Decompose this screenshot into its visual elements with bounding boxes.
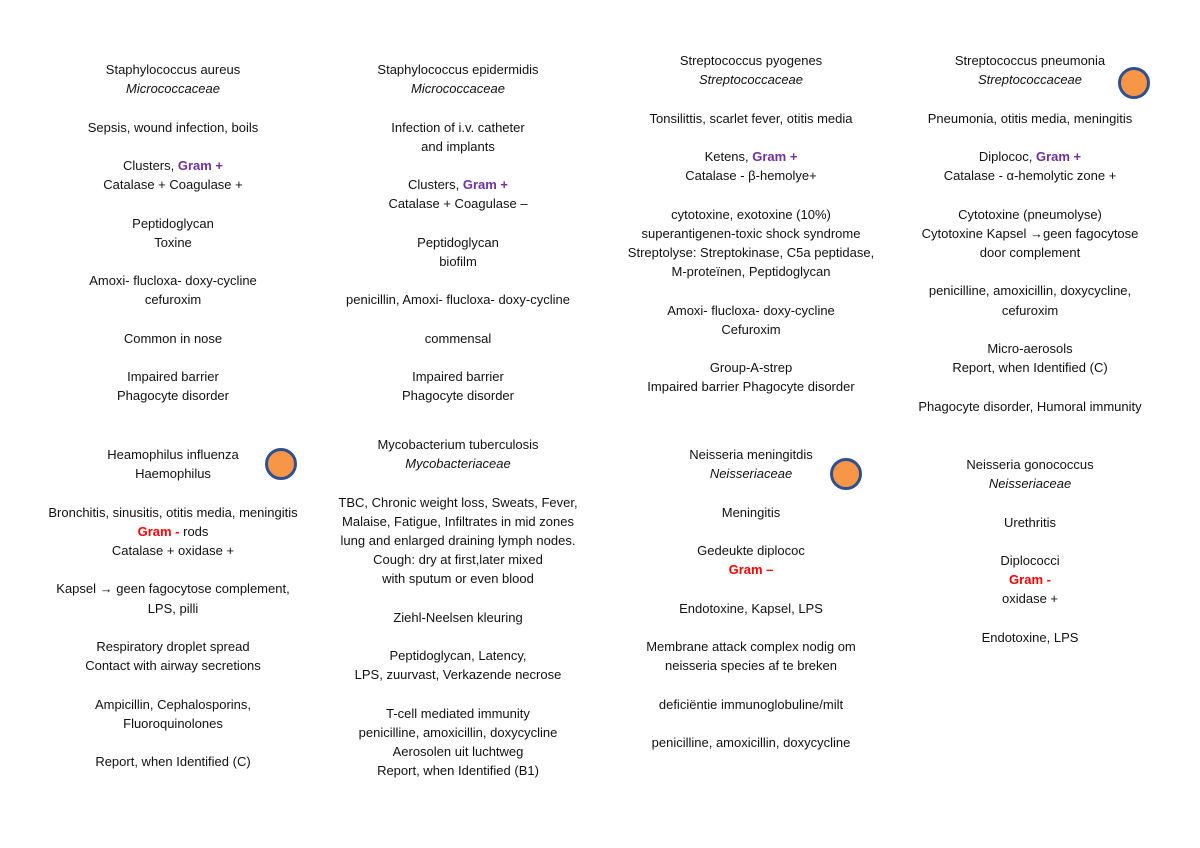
spacer [23,733,323,752]
card-title: Mycobacterium tuberculosis [377,437,539,452]
spacer [308,589,608,608]
family-name: Micrococcaceae [126,81,220,97]
card-text-line: Endotoxine, LPS [981,629,1079,645]
card-text-line: Urethritis [1003,514,1056,530]
card-text-line: biofilm [439,253,477,269]
card-strep-pneumonia [880,51,1180,416]
card-neisseria-meningitidis [601,445,901,752]
card-text-line: Bronchitis, sinusitis, otitis media, meningitis [48,504,298,520]
card-text-line: lung and enlarged draining lymph nodes. [340,533,576,548]
card-title: Staphylococcus epidermidis [377,62,539,77]
card-text-line: Catalase + Coagulase + [103,177,243,193]
orange-circle-marker-icon [1118,67,1150,99]
family-name: Neisseriaceae [988,476,1072,492]
card-text-line: commensal [424,330,492,346]
card-strep-pyogenes [601,51,901,397]
card-staph-aureus [23,60,323,406]
card-text-line: penicilline, amoxicillin, doxycycline [358,724,558,740]
card-text-line: Catalase - α-hemolytic zone + [943,168,1117,184]
card-text-line [601,560,901,579]
spacer [308,271,608,290]
card-text-line: cefuroxim [144,292,202,308]
gram-stain-label: Gram + [462,177,509,193]
card-title: Staphylococcus aureus [105,62,241,77]
card-text-line [601,147,901,166]
card-text-line: penicillin, Amoxi- flucloxa- doxy-cycline [346,292,570,308]
spacer [23,194,323,213]
spacer [308,348,608,367]
card-text-line: Common in nose [123,330,223,346]
spacer [308,310,608,329]
gram-stain-label: Gram – [728,562,774,578]
spacer [880,377,1180,396]
card-text-line: Report, when Identified (C) [952,360,1108,376]
card-text-line: Malaise, Fatigue, Infiltrates in mid zones [342,513,574,529]
card-text-line: Infection of i.v. catheter [391,119,525,135]
card-text-line: Cytotoxine Kapsel →geen fagocytose [921,225,1139,241]
card-text-line: Contact with airway secretions [85,658,261,674]
card-text-line: Impaired barrier [412,369,504,385]
text-fragment: Diplococ, [978,148,1036,164]
spacer [880,262,1180,281]
card-staph-epidermidis [308,60,608,406]
card-text-line: Toxine [154,234,192,250]
spacer [308,98,608,117]
card-title: Neisseria meningitdis [689,447,813,462]
card-text-line: LPS, pilli [147,600,199,616]
family-name: Mycobacteriaceae [405,456,511,472]
card-mycobacterium [308,435,608,781]
spacer [308,473,608,492]
card-text-line [308,175,608,194]
card-text-line: Tonsilittis, scarlet fever, otitis media [649,110,853,126]
card-text-line: Impaired barrier [127,369,219,385]
card-text-line: Respiratory droplet spread [96,638,250,654]
card-text-line: Catalase + Coagulase – [388,196,528,212]
card-text-line: LPS, zuurvast, Verkazende necrose [354,667,562,683]
card-title: Streptococcus pyogenes [679,53,823,68]
spacer [880,320,1180,339]
card-text-line: deficiëntie immunoglobuline/milt [658,696,844,712]
spacer [23,310,323,329]
card-text-line: Sepsis, wound infection, boils [87,119,259,135]
spacer [880,532,1180,551]
card-text-line: Report, when Identified (C) [95,754,251,770]
gram-stain-label: Gram + [177,157,224,173]
card-text-line: T-cell mediated immunity [386,705,530,721]
card-text-line [880,570,1180,589]
card-text-line: Meningitis [721,504,781,520]
spacer [601,339,901,358]
card-text-line: Membrane attack complex nodig om [646,638,856,654]
card-text-line: Catalase + oxidase + [111,543,235,558]
card-text-line: Phagocyte disorder [116,388,229,404]
card-text-line: Diplococci [1000,552,1060,568]
card-text-line [880,147,1180,166]
spacer [601,618,901,637]
card-text-line: Haemophilus [135,466,211,482]
spacer [23,483,323,502]
text-fragment: rods [179,523,209,539]
spacer [601,579,901,598]
gram-stain-label: Gram - [137,523,180,539]
card-text-line: cytotoxine, exotoxine (10%) [671,206,831,222]
card-title: Heamophilus influenza [107,447,239,462]
spacer [880,185,1180,204]
card-text-line: Cefuroxim [721,321,781,337]
card-text-line: with sputum or even blood [382,571,534,587]
card-text-line: Phagocyte disorder [401,388,514,404]
card-text-line: superantigenen-toxic shock syndrome [641,225,861,241]
spacer [308,156,608,175]
card-text-line: and implants [421,138,495,154]
card-text-line: Peptidoglycan [132,215,214,231]
card-text-line: cefuroxim [1001,302,1059,318]
spacer [601,675,901,694]
card-text-line: Impaired barrier Phagocyte disorder [647,379,855,395]
card-text-line: Aerosolen uit luchtweg [392,744,524,760]
card-text-line: Report, when Identified (B1) [377,763,539,779]
spacer [23,618,323,637]
card-text-line [23,156,323,175]
card-text-line: Ampicillin, Cephalosporins, [94,696,252,712]
gram-stain-label: Gram + [1035,148,1082,164]
card-text-line [23,522,323,541]
spacer [601,714,901,733]
card-text-line: Endotoxine, Kapsel, LPS [679,600,823,616]
card-text-line: Micro-aerosols [987,340,1073,356]
family-name: Streptococcaceae [698,72,804,88]
card-text-line: Pneumonia, otitis media, meningitis [927,110,1133,126]
card-text-line: Amoxi- flucloxa- doxy-cycline [667,302,835,318]
spacer [23,560,323,579]
family-name: Neisseriaceae [709,466,793,482]
card-title: Streptococcus pneumonia [954,53,1106,68]
card-text-line: door complement [979,244,1081,260]
card-text-line: Fluoroquinolones [123,715,223,731]
spacer [23,252,323,271]
card-text-line: Phagocyte disorder, Humoral immunity [918,398,1142,414]
family-name: Streptococcaceae [977,72,1083,88]
spacer [308,685,608,704]
spacer [23,137,323,156]
spacer [23,98,323,117]
card-text-line: Peptidoglycan, Latency, [389,648,527,664]
text-fragment: Ketens, [704,148,753,164]
orange-circle-marker-icon [265,448,297,480]
card-text-line: Cytotoxine (pneumolyse) [958,206,1102,222]
card-neisseria-gonococcus [880,455,1180,647]
card-text-line: Group-A-strep [709,360,793,376]
card-text-line: Streptolyse: Streptokinase, C5a peptidase, [627,244,875,260]
card-text-line: Peptidoglycan [417,234,499,250]
card-text-line: Catalase - β-hemolye+ [685,168,817,184]
spacer [880,493,1180,512]
card-text-line: M-proteïnen, Peptidoglycan [671,264,831,280]
card-text-line: oxidase + [1001,591,1058,607]
spacer [880,609,1180,628]
card-text-line: penicilline, amoxicillin, doxycycline [651,734,851,750]
gram-stain-label: Gram + [752,148,798,164]
card-text-line: Amoxi- flucloxa- doxy-cycline [89,273,257,289]
card-text-line: Gedeukte diplococ [697,542,805,558]
card-text-line: Cough: dry at first,later mixed [373,552,543,568]
family-name: Micrococcaceae [411,81,505,97]
text-fragment: Clusters, [407,177,463,193]
card-text-line: penicilline, amoxicillin, doxycycline, [928,283,1132,299]
spacer [601,128,901,147]
text-fragment: Clusters, [122,157,178,173]
card-text-line: Kapsel → geen fagocytose complement, [56,581,290,597]
card-text-line: Ziehl-Neelsen kleuring [393,609,523,625]
spacer [601,89,901,108]
spacer [23,348,323,367]
card-title: Neisseria gonococcus [966,457,1094,472]
spacer [601,185,901,204]
gram-stain-label: Gram - [1009,572,1051,588]
spacer [23,675,323,694]
card-text-line: neisseria species af te breken [665,658,837,674]
card-text-line: TBC, Chronic weight loss, Sweats, Fever, [338,494,578,510]
spacer [601,522,901,541]
orange-circle-marker-icon [830,458,862,490]
spacer [308,627,608,646]
spacer [308,214,608,233]
card-haemophilus [23,445,323,771]
spacer [601,281,901,300]
spacer [880,128,1180,147]
